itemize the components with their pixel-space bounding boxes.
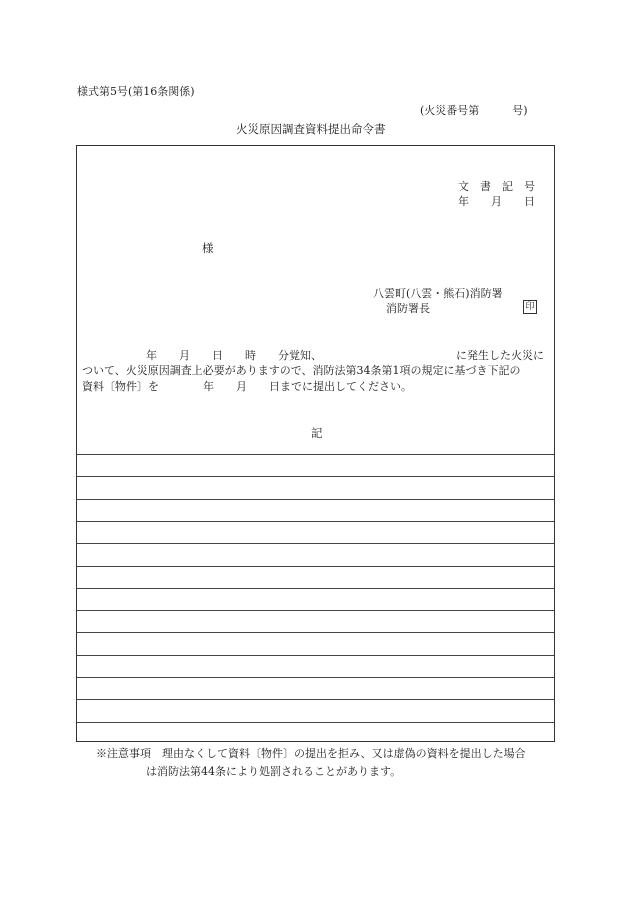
body-line-3: 資料〔物件〕を 年 月 日までに提出してください。	[82, 380, 412, 393]
seal-mark: 印	[523, 300, 537, 314]
record-row-line	[77, 476, 554, 477]
body-line-1a: 年 月 日 時 分覚知、	[146, 349, 322, 362]
body-line-2: ついて、火災原因調査上必要がありますので、消防法第34条第1項の規定に基づき下記の	[82, 364, 521, 377]
record-row-line	[77, 655, 554, 656]
record-row-line	[77, 632, 554, 633]
issuer-title: 消防署長	[386, 302, 430, 315]
issuer-org: 八雲町(八雲・熊石)消防署	[373, 287, 503, 300]
notice-line-2: は消防法第44条により処罰されることがあります。	[146, 765, 402, 778]
record-row-line	[77, 699, 554, 700]
record-row-line	[77, 677, 554, 678]
record-row-line	[77, 543, 554, 544]
document-title: 火災原因調査資料提出命令書	[236, 122, 386, 136]
doc-number-label: 文 書 記 号	[458, 180, 535, 193]
date-label: 年 月 日	[458, 195, 535, 208]
record-row-line	[77, 499, 554, 500]
form-box	[76, 145, 555, 742]
record-row-line	[77, 521, 554, 522]
record-row-line	[77, 566, 554, 567]
record-row-line	[77, 722, 554, 723]
notice-line-1: ※注意事項 理由なくして資料〔物件〕の提出を拒み、又は虚偽の資料を提出した場合	[96, 747, 526, 760]
record-row-line	[77, 610, 554, 611]
form-number: 様式第5号(第16条関係)	[77, 85, 195, 98]
body-line-1b: に発生した火災に	[456, 349, 544, 362]
record-row-line	[77, 454, 554, 455]
fire-number: (火災番号第 号)	[420, 104, 528, 117]
addressee-suffix: 様	[202, 241, 214, 255]
record-row-line	[77, 588, 554, 589]
record-heading: 記	[311, 426, 323, 440]
